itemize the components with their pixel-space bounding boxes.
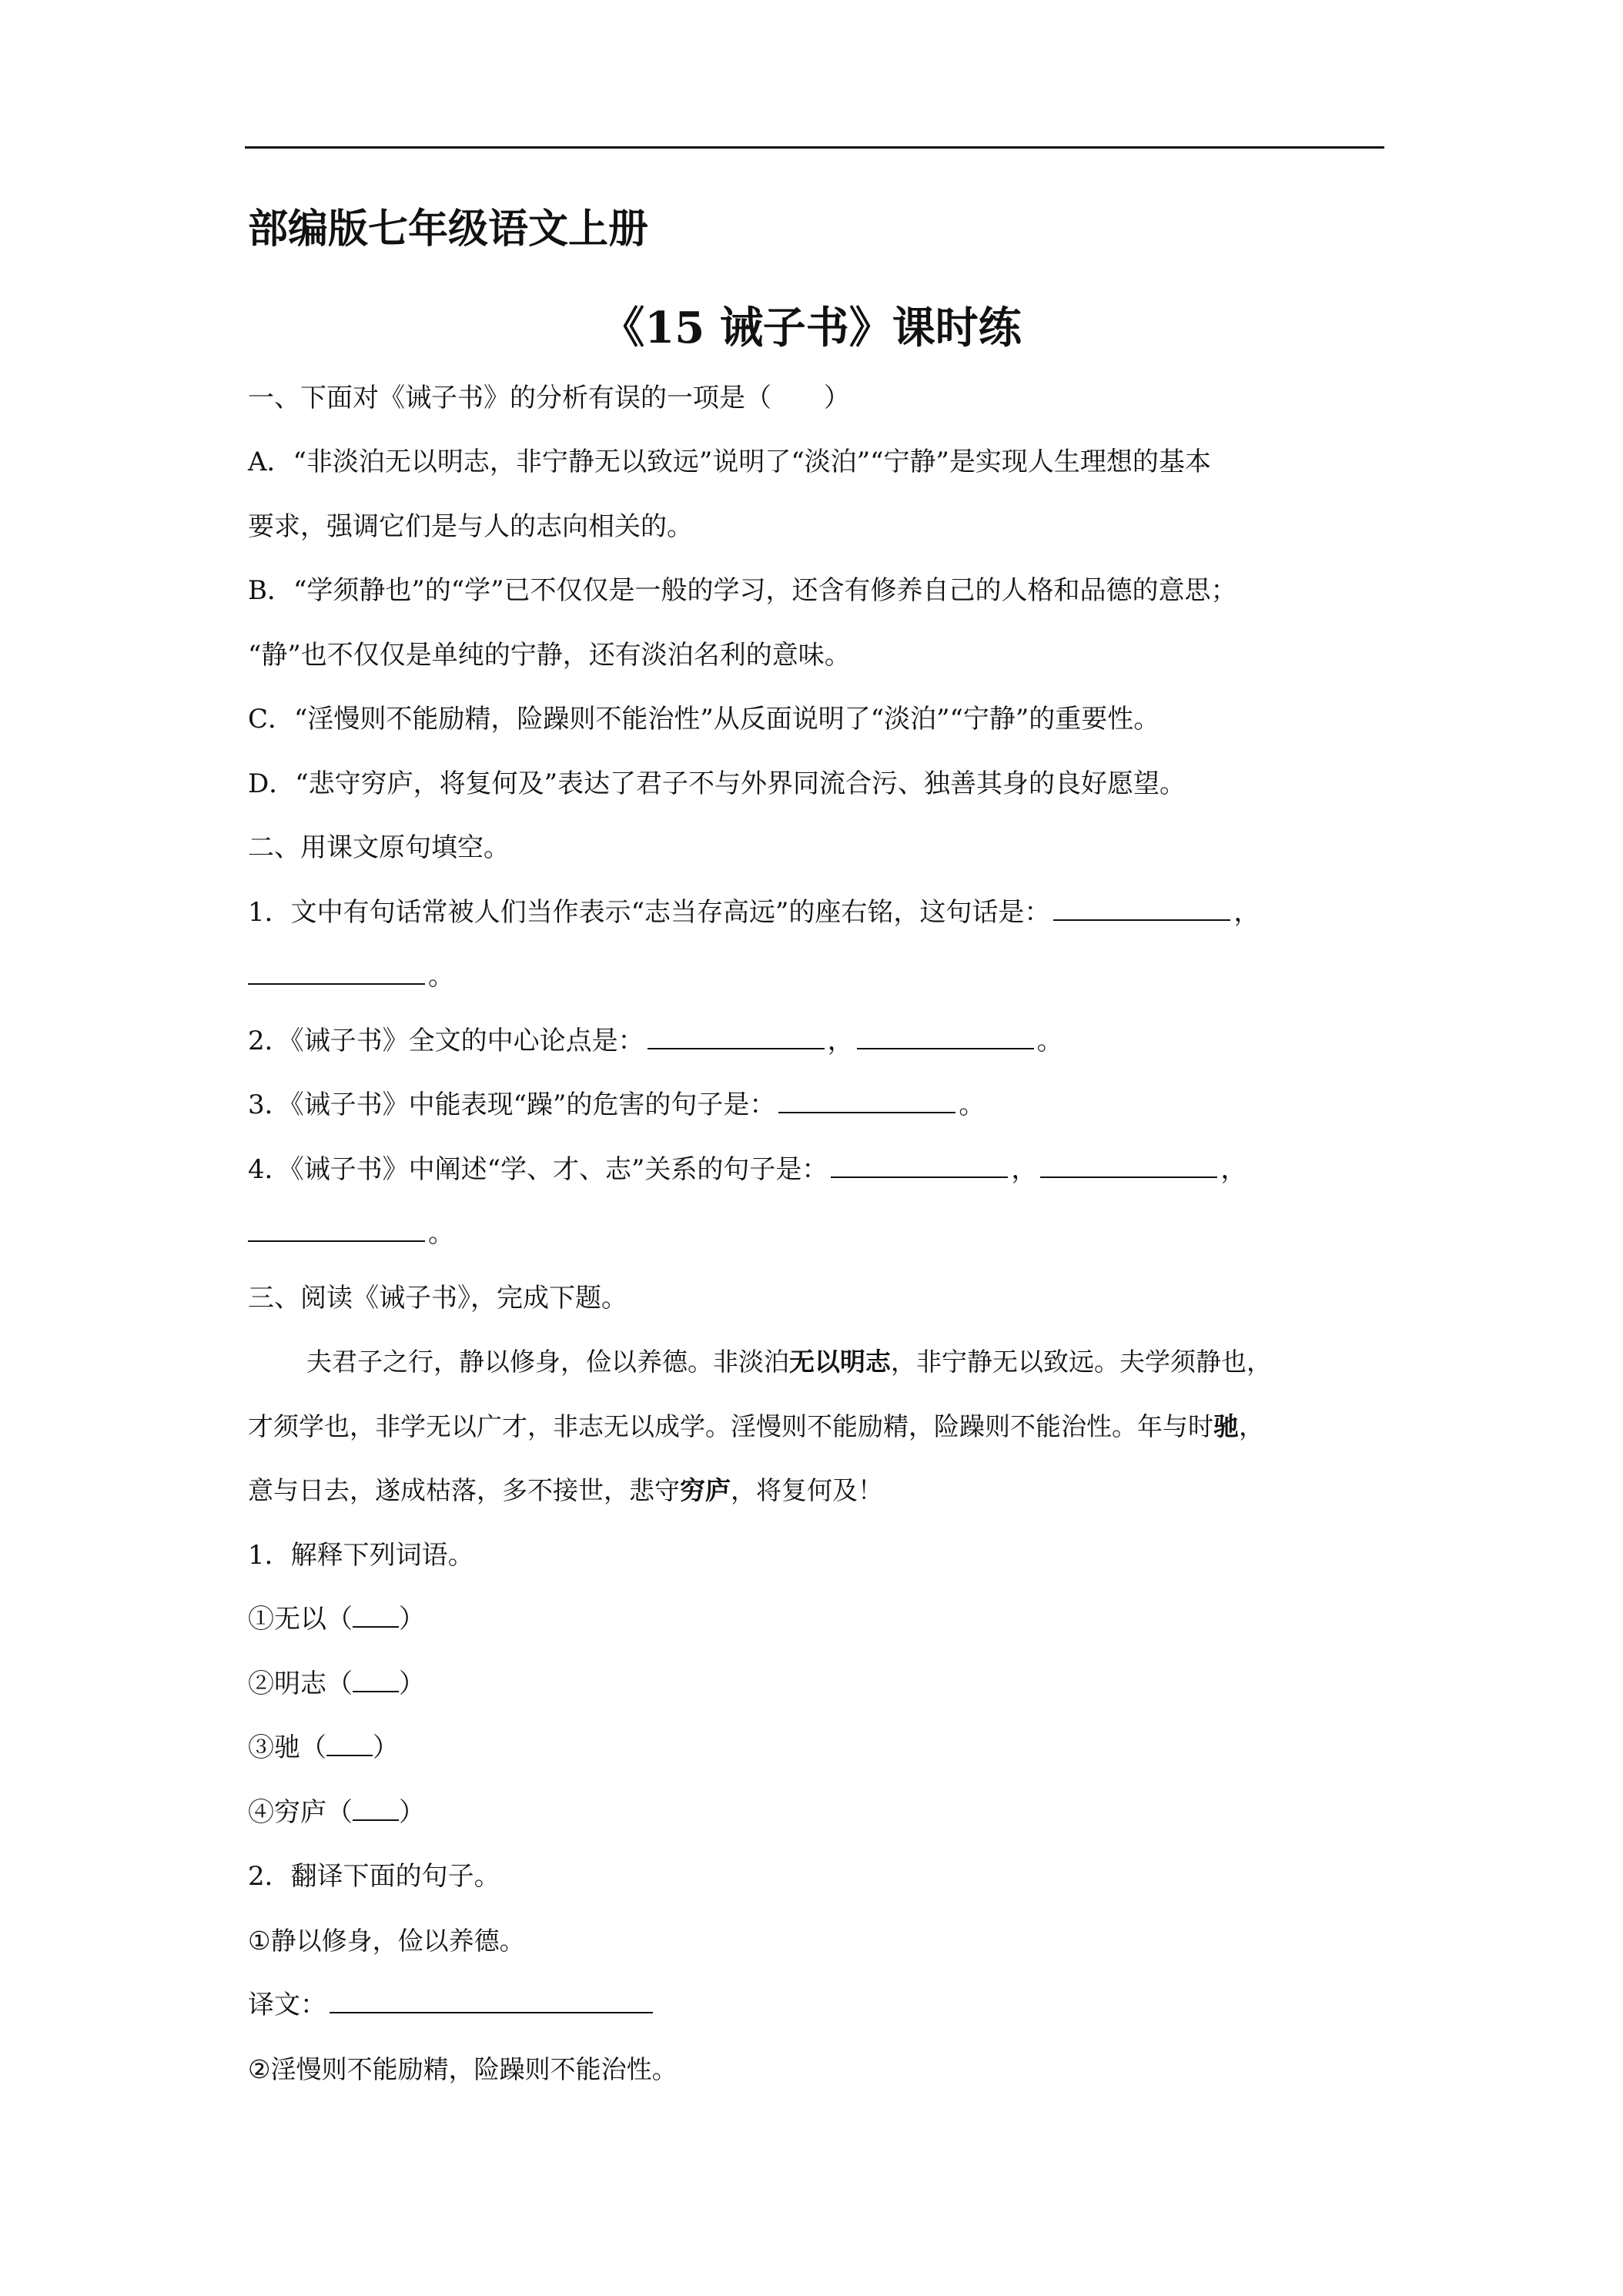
reading-question-1: 1．解释下列词语。 xyxy=(248,1540,474,1571)
separator: 。 xyxy=(428,1218,454,1249)
translate-sentence-2: ②淫慢则不能励精，险躁则不能治性。 xyxy=(248,2054,678,2084)
section3-heading: 三、阅读《诫子书》，完成下题。 xyxy=(248,1283,627,1314)
answer-blank[interactable] xyxy=(857,1025,1034,1049)
separator: 。 xyxy=(428,961,454,992)
header-title: 部编版七年级语文上册 xyxy=(248,206,649,253)
passage-emphasis: 驰 xyxy=(1213,1411,1239,1441)
passage-line-3 xyxy=(248,1474,883,1508)
term-label: ③驰（ xyxy=(248,1732,326,1763)
separator: ， xyxy=(1233,897,1260,928)
answer-blank[interactable] xyxy=(248,960,425,985)
paren: ） xyxy=(399,1797,425,1828)
fill-question-2 xyxy=(248,1024,1063,1058)
term-item xyxy=(248,1796,425,1829)
answer-blank[interactable] xyxy=(353,1603,399,1628)
paren: ） xyxy=(399,1604,425,1635)
passage-text: ，非宁静无以致远。夫学须静也， xyxy=(891,1347,1272,1377)
option-a-line2: 要求，强调它们是与人的志向相关的。 xyxy=(248,511,693,542)
answer-blank[interactable] xyxy=(831,1153,1008,1178)
separator: 。 xyxy=(1036,1026,1063,1056)
fill-question-4 xyxy=(248,1153,1247,1186)
passage-line-2 xyxy=(248,1410,1264,1444)
term-item xyxy=(248,1731,399,1765)
passage-text: 意与日去，遂成枯落，多不接世，悲守 xyxy=(248,1475,680,1505)
question-text: 3．《诫子书》中能表现“躁”的危害的句子是： xyxy=(248,1089,776,1120)
section1-heading: 一、下面对《诫子书》的分析有误的一项是（ ） xyxy=(248,383,850,413)
fill-question-1 xyxy=(248,895,1260,929)
separator: ， xyxy=(1011,1154,1038,1185)
answer-blank[interactable] xyxy=(248,1217,425,1242)
paren: ） xyxy=(373,1732,399,1763)
translation-line xyxy=(248,1988,656,2022)
passage-text: ，将复何及！ xyxy=(731,1475,883,1505)
option-b-line1: B．“学须静也”的“学”已不仅仅是一般的学习，还含有修养自己的人格和品德的意思； xyxy=(248,575,1237,606)
reading-question-2: 2．翻译下面的句子。 xyxy=(248,1861,500,1892)
section2-heading: 二、用课文原句填空。 xyxy=(248,832,510,863)
answer-blank[interactable] xyxy=(1040,1153,1217,1178)
separator: ， xyxy=(1220,1154,1247,1185)
question-text: 1．文中有句话常被人们当作表示“志当存高远”的座右铭，这句话是： xyxy=(248,897,1051,928)
translation-blank[interactable] xyxy=(330,1989,653,2013)
translate-sentence-1: ①静以修身，俭以养德。 xyxy=(248,1926,525,1956)
term-item xyxy=(248,1602,425,1636)
term-label: ①无以（ xyxy=(248,1604,353,1635)
passage-emphasis: 穷庐 xyxy=(680,1475,731,1505)
passage-text: 才须学也，非学无以广才，非志无以成学。淫慢则不能励精，险躁则不能治性。年与时 xyxy=(248,1411,1213,1441)
separator: ， xyxy=(827,1026,854,1056)
answer-blank[interactable] xyxy=(353,1796,399,1821)
term-label: ④穷庐（ xyxy=(248,1797,353,1828)
option-c: C．“淫慢则不能励精，险躁则不能治性”从反面说明了“淡泊”“宁静”的重要性。 xyxy=(248,704,1160,735)
passage-text: 夫君子之行，静以修身，俭以养德。非淡泊 xyxy=(306,1347,789,1377)
separator: 。 xyxy=(959,1089,986,1120)
answer-blank[interactable] xyxy=(778,1089,955,1113)
header-rule xyxy=(245,146,1384,149)
answer-blank[interactable] xyxy=(353,1668,399,1692)
answer-blank[interactable] xyxy=(326,1732,373,1756)
paren: ） xyxy=(399,1668,425,1699)
fill-question-1-cont xyxy=(248,959,454,993)
answer-blank[interactable] xyxy=(1053,896,1230,921)
question-text: 4．《诫子书》中阐述“学、才、志”关系的句子是： xyxy=(248,1154,828,1185)
term-item xyxy=(248,1667,425,1701)
page-title: 《15 诫子书》课时练 xyxy=(601,303,1022,353)
option-b-line2: “静”也不仅仅是单纯的宁静，还有淡泊名利的意味。 xyxy=(248,640,851,671)
passage-emphasis: 无以明志 xyxy=(789,1347,891,1377)
fill-question-3 xyxy=(248,1088,985,1122)
question-text: 2．《诫子书》全文的中心论点是： xyxy=(248,1026,644,1056)
passage-line-1 xyxy=(306,1345,1272,1379)
fill-question-4-cont xyxy=(248,1217,454,1250)
passage-text: ， xyxy=(1239,1411,1264,1441)
option-d: D．“悲守穷庐，将复何及”表达了君子不与外界同流合污、独善其身的良好愿望。 xyxy=(248,768,1186,799)
answer-blank[interactable] xyxy=(648,1025,825,1049)
translation-label: 译文： xyxy=(248,1990,326,2020)
option-a-line1: A．“非淡泊无以明志，非宁静无以致远”说明了“淡泊”“宁静”是实现人生理想的基本 xyxy=(248,447,1211,477)
term-label: ②明志（ xyxy=(248,1668,353,1699)
